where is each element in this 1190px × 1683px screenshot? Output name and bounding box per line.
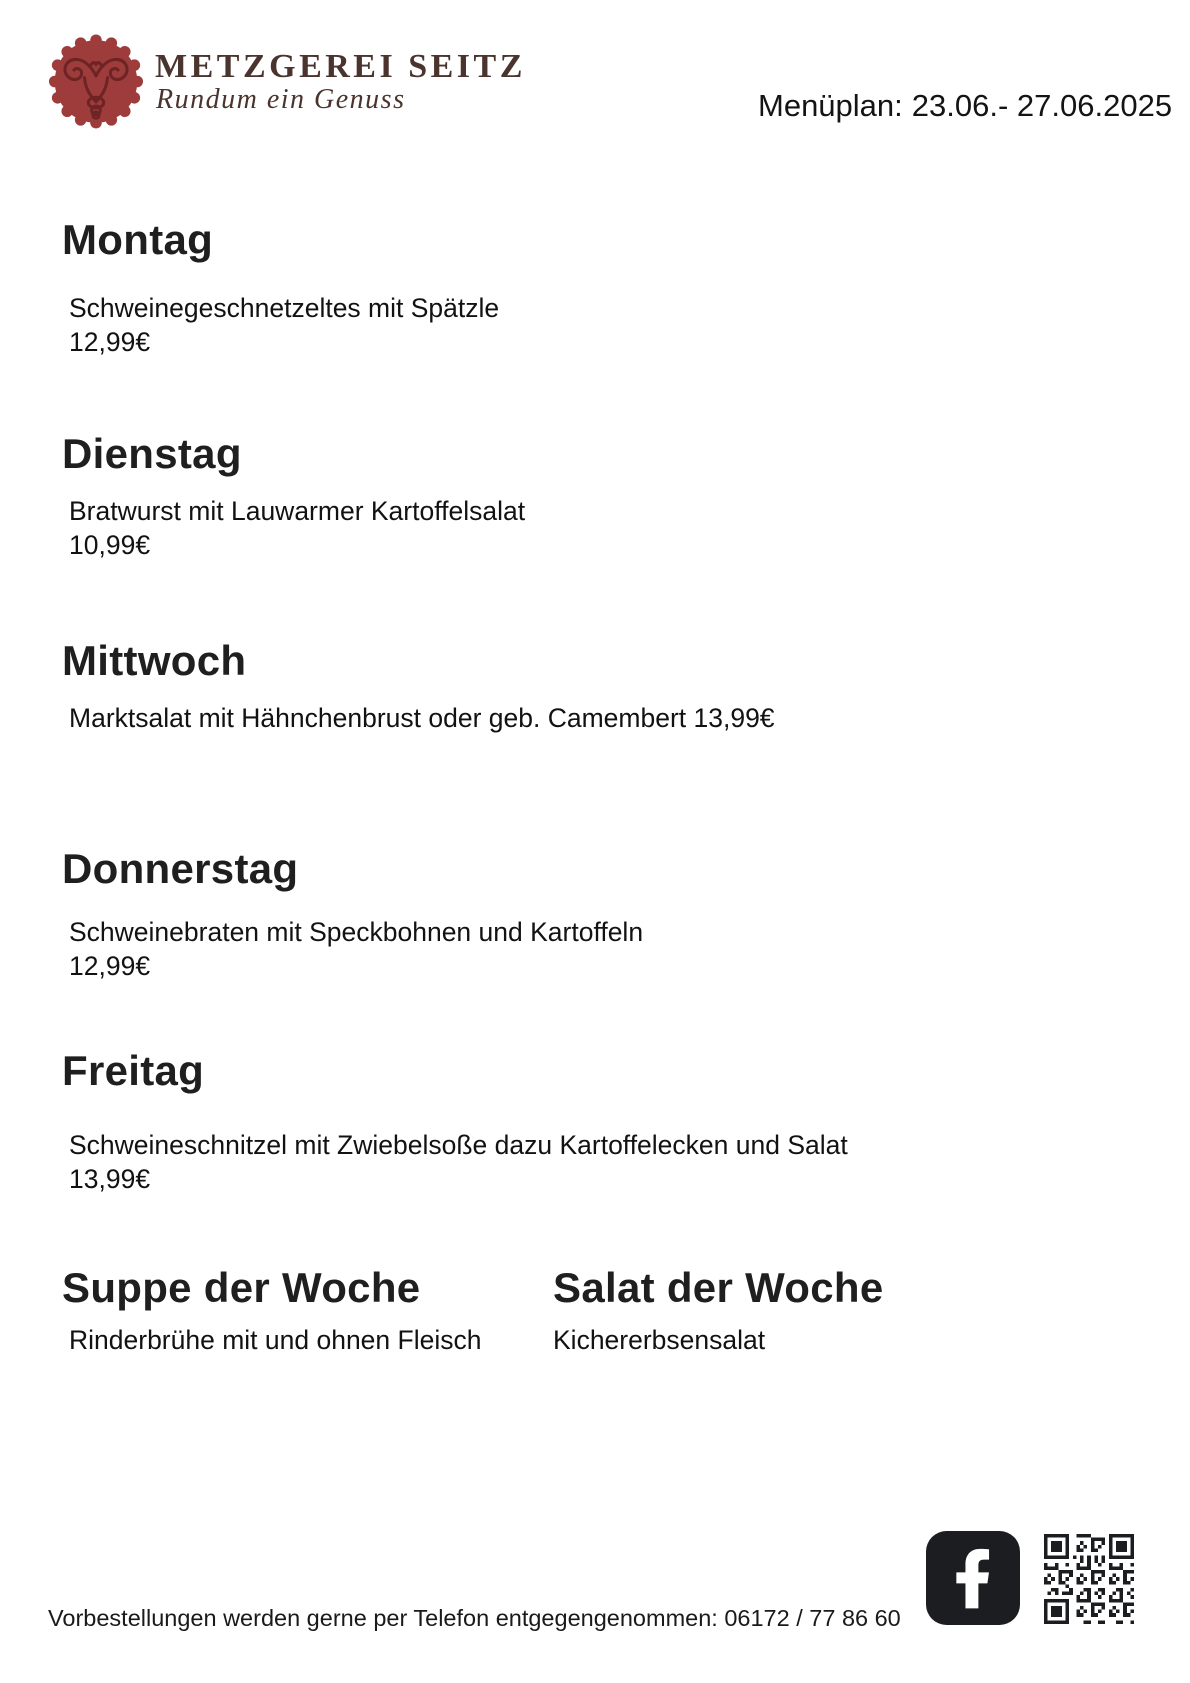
facebook-icon[interactable] [926,1531,1020,1625]
day-heading-dienstag: Dienstag [62,430,242,477]
dish-dienstag [69,494,525,562]
dish-donnerstag [69,915,643,983]
footer-phone-note: Vorbestellungen werden gerne per Telefon entgegengenommen: 06172 / 77 86 60 [48,1605,901,1631]
soup-of-week-item: Rinderbrühe mit und ohnen Fleisch [69,1325,482,1355]
dish-price: 10,99€ [69,530,151,560]
menu-plan-header [758,88,1172,124]
qr-code[interactable] [1044,1534,1134,1624]
dish-price: 13,99€ [69,1164,151,1194]
dish-price: 12,99€ [69,951,151,981]
brand-tagline: Rundum ein Genuss [156,84,406,115]
dish-price: 12,99€ [69,327,151,357]
soup-of-week-heading: Suppe der Woche [62,1264,421,1311]
dish-text: Schweineschnitzel mit Zwiebelsoße dazu Kartoffelecken und Salat [69,1130,848,1160]
salad-of-week-heading: Salat der Woche [553,1264,884,1311]
dish-mittwoch [69,701,775,735]
day-heading-freitag: Freitag [62,1047,205,1094]
salad-of-week-item: Kichererbsensalat [553,1325,766,1355]
day-heading-mittwoch: Mittwoch [62,637,247,684]
dish-text: Schweinegeschnetzeltes mit Spätzle [69,293,500,323]
brand-name: METZGEREI SEITZ [155,48,526,85]
dish-text: Marktsalat mit Hähnchenbrust oder geb. Camembert 13,99€ [69,703,775,733]
day-heading-donnerstag: Donnerstag [62,845,299,892]
dish-text: Schweinebraten mit Speckbohnen und Kartoffeln [69,917,644,947]
dish-freitag [69,1128,848,1196]
menu-plan-label: Menüplan: [758,88,903,123]
dish-montag [69,291,499,359]
bull-seal-logo-icon [48,32,144,131]
menu-plan-date-range: 23.06.- 27.06.2025 [911,88,1173,123]
day-heading-montag: Montag [62,216,214,263]
dish-text: Bratwurst mit Lauwarmer Kartoffelsalat [69,496,526,526]
